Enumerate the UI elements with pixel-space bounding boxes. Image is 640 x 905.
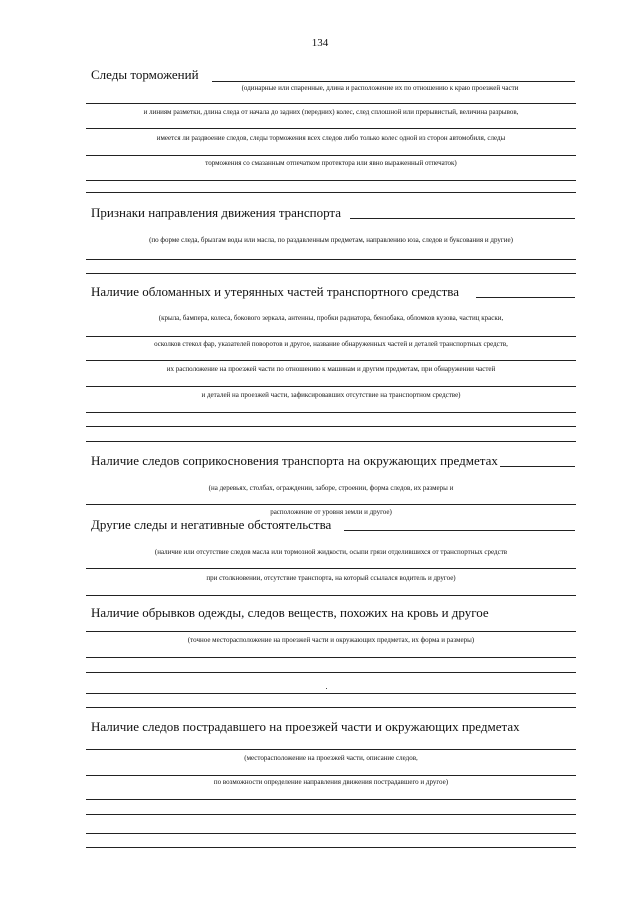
fill-line[interactable] — [86, 504, 576, 505]
fill-line[interactable] — [86, 847, 576, 848]
hint-victim-1: (месторасположение на проезжей части, описание следов, — [244, 754, 418, 762]
fill-line[interactable] — [86, 192, 576, 193]
hint-direction-1: (по форме следа, брызгам воды или масла, по раздавленным предметам, направлению юза, следов и буксования и другие) — [149, 236, 513, 244]
fill-line-direction[interactable] — [350, 218, 575, 219]
hint-clothing-1: (точное месторасположение на проезжей части и окружающих предметах, их форма и размеры) — [187, 636, 475, 644]
heading-direction: Признаки направления движения транспорта — [91, 205, 342, 220]
fill-line[interactable] — [86, 103, 576, 104]
hint-contact-2: расположение от уровня земли и другое) — [270, 508, 392, 516]
fill-line-contact[interactable] — [500, 466, 575, 467]
fill-line[interactable] — [86, 814, 576, 815]
hint-other-2: при столкновении, отсутствие транспорта, на который ссылался водитель и другое) — [206, 574, 456, 582]
heading-other-traces: Другие следы и негативные обстоятельства — [91, 517, 332, 532]
hint-braking-2: и линиям разметки, длина следа от начала до задних (передних) колес, след сплошной или прерывистый, величина разрывов, — [143, 108, 519, 116]
fill-line[interactable] — [86, 155, 576, 156]
fill-line[interactable] — [86, 799, 576, 800]
fill-line[interactable] — [86, 833, 576, 834]
fill-line[interactable] — [86, 128, 576, 129]
hint-braking-4: торможения со смазанным отпечатком протектора или явно выраженный отпечаток) — [205, 159, 457, 167]
fill-line[interactable] — [86, 775, 576, 776]
fill-line[interactable] — [86, 360, 576, 361]
fill-line[interactable] — [86, 386, 576, 387]
hint-braking-3: имеется ли раздвоение следов, следы торможения всех следов либо только колес одной из сторон автомобиля, следы — [156, 134, 506, 142]
fill-line[interactable] — [86, 180, 576, 181]
fill-line[interactable] — [86, 336, 576, 337]
hint-broken-parts-3: их расположение на проезжей части по отношению к машинам и другим предметам, при обнаружении частей — [166, 365, 496, 373]
fill-line-broken-parts[interactable] — [476, 297, 575, 298]
heading-victim-traces: Наличие следов пострадавшего на проезжей части и окружающих предметах — [91, 719, 520, 734]
fill-line[interactable] — [86, 441, 576, 442]
fill-line-braking[interactable] — [212, 81, 575, 82]
hint-broken-parts-2: осколков стекол фар, указателей поворотов и другое, название обнаруженных частей и деталей транспортных средств, — [154, 340, 508, 348]
heading-broken-parts: Наличие обломанных и утерянных частей транспортного средства — [91, 284, 460, 299]
fill-line[interactable] — [86, 672, 576, 673]
fill-line[interactable] — [86, 426, 576, 427]
fill-line-other[interactable] — [344, 530, 575, 531]
fill-line[interactable] — [86, 657, 576, 658]
heading-clothing-substances: Наличие обрывков одежды, следов веществ, похожих на кровь и другое — [91, 605, 489, 620]
page-number: 134 — [311, 37, 329, 49]
hint-broken-parts-4: и деталей на проезжей части, зафиксировавших отсутствие на транспортном средстве) — [201, 391, 461, 399]
fill-line[interactable] — [86, 631, 576, 632]
fill-line[interactable] — [86, 749, 576, 750]
heading-braking-traces: Следы торможений — [91, 67, 199, 82]
hint-victim-2: по возможности определение направления движения пострадавшего и другое) — [213, 778, 449, 786]
heading-contact-traces: Наличие следов соприкосновения транспорта на окружающих предметах — [91, 453, 498, 468]
fill-line[interactable] — [86, 595, 576, 596]
fill-line[interactable] — [86, 707, 576, 708]
hint-other-1: (наличие или отсутствие следов масла или тормозной жидкости, осыпи грязи отделившихся от транспортных средств — [154, 548, 508, 556]
hint-braking-1: (одинарные или спаренные, длина и расположение их по отношению к краю проезжей части — [241, 84, 519, 92]
speck — [326, 688, 327, 689]
fill-line[interactable] — [86, 273, 576, 274]
fill-line[interactable] — [86, 412, 576, 413]
hint-broken-parts-1: (крыла, бампера, колеса, бокового зеркала, антенны, пробки радиатора, бензобака, обломков кузова, частиц краски, — [158, 314, 504, 322]
fill-line[interactable] — [86, 693, 576, 694]
fill-line[interactable] — [86, 259, 576, 260]
fill-line[interactable] — [86, 568, 576, 569]
hint-contact-1: (на деревьях, столбах, ограждении, заборе, строении, форма следов, их размеры и — [208, 484, 454, 492]
